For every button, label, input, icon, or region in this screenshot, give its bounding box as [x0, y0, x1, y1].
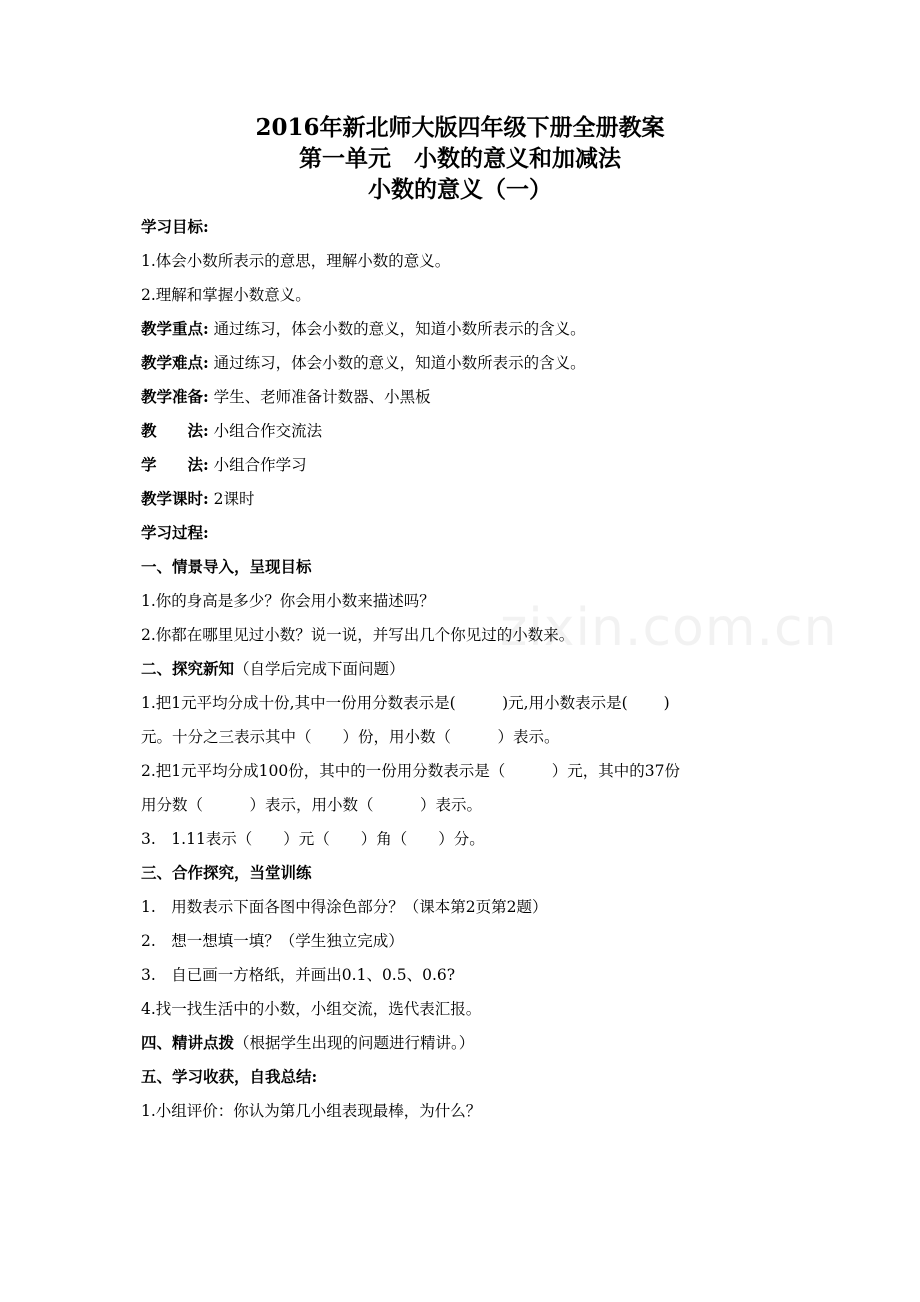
- question-item: 1.小组评价：你认为第几小组表现最棒，为什么？: [141, 1102, 482, 1120]
- key-points-label: 教学重点:: [141, 319, 209, 338]
- lesson-body: [141, 210, 838, 1128]
- question-item: 1.把1元平均分成十份,其中一份用分数表示是( )元,用小数表示是( ): [141, 694, 670, 712]
- class-hours-line: [141, 482, 791, 516]
- learning-method-text: 小组合作学习: [208, 456, 307, 474]
- section-note: （自学后完成下面问题）: [234, 660, 405, 678]
- document-title: 2016年新北师大版四年级下册全册教案: [255, 114, 665, 141]
- learning-method-line: [141, 448, 791, 482]
- section-heading-line: [141, 1026, 791, 1060]
- goals-heading: 学习目标:: [141, 217, 209, 236]
- preparation-line: [141, 380, 791, 414]
- section-heading: 三、合作探究，当堂训练: [141, 863, 312, 882]
- goal-item: 1.体会小数所表示的意思，理解小数的意义。: [141, 252, 451, 270]
- question-item: 2.把1元平均分成100份，其中的一份用分数表示是（ ）元，其中的37份: [141, 762, 680, 780]
- class-hours-text: 2课时: [208, 490, 255, 508]
- section-heading: 五、学习收获，自我总结:: [141, 1067, 318, 1086]
- teaching-method-label: 教 法:: [141, 421, 209, 440]
- preparation-text: 学生、老师准备计数器、小黑板: [208, 388, 431, 406]
- preparation-label: 教学准备:: [141, 387, 209, 406]
- section-note: （根据学生出现的问题进行精讲。）: [234, 1034, 475, 1052]
- key-points-line: [141, 312, 791, 346]
- watermark: zixin.com.cn: [500, 598, 838, 658]
- difficult-points-line: [141, 346, 791, 380]
- question-item: 1. 用数表示下面各图中得涂色部分？（课本第2页第2题）: [141, 898, 548, 916]
- section-heading: 四、精讲点拨: [141, 1033, 235, 1052]
- section-heading: 一、情景导入，呈现目标: [141, 557, 312, 576]
- process-heading: 学习过程:: [141, 523, 209, 542]
- teaching-method-line: [141, 414, 791, 448]
- question-item: 2.你都在哪里见过小数？说一说，并写出几个你见过的小数来。: [141, 626, 575, 644]
- question-item-continued: 元。十分之三表示其中（ ）份，用小数（ ）表示。: [141, 728, 560, 746]
- difficult-points-text: 通过练习，体会小数的意义，知道小数所表示的含义。: [208, 354, 586, 372]
- question-item: 1.你的身高是多少？你会用小数来描述吗？: [141, 592, 435, 610]
- section-heading-line: [141, 652, 791, 686]
- teaching-method-text: 小组合作交流法: [208, 422, 323, 440]
- difficult-points-label: 教学难点:: [141, 353, 209, 372]
- section-heading: 二、探究新知: [141, 659, 235, 678]
- learning-method-label: 学 法:: [141, 455, 209, 474]
- lesson-title: 小数的意义（一）: [368, 176, 552, 203]
- title-block: [0, 112, 920, 205]
- question-item: 3. 1.11表示（ ）元（ ）角（ ）分。: [141, 830, 485, 848]
- key-points-text: 通过练习，体会小数的意义，知道小数所表示的含义。: [208, 320, 586, 338]
- unit-title: 第一单元 小数的意义和加减法: [299, 145, 621, 172]
- class-hours-label: 教学课时:: [141, 489, 209, 508]
- goal-item: 2.理解和掌握小数意义。: [141, 286, 311, 304]
- question-item: 4.找一找生活中的小数，小组交流，选代表汇报。: [141, 1000, 482, 1018]
- question-item-continued: 用分数（ ）表示，用小数（ ）表示。: [141, 796, 483, 814]
- question-item: 3. 自已画一方格纸，并画出0.1、0.5、0.6?: [141, 966, 456, 984]
- question-item: 2. 想一想填一填？（学生独立完成）: [141, 932, 404, 950]
